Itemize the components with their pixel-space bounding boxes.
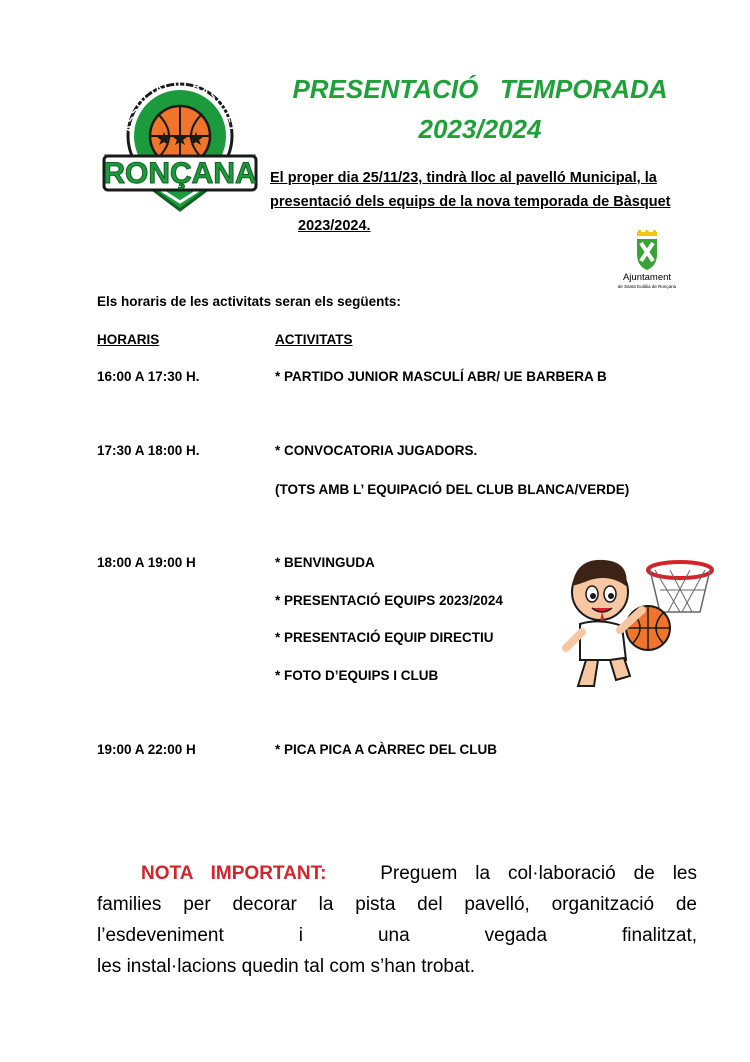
schedule-activity: (TOTS AMB L’ EQUIPACIÓ DEL CLUB BLANCA/VERDE) xyxy=(275,482,630,497)
schedule-activity: * CONVOCATORIA JUGADORS. xyxy=(275,443,478,458)
schedule-time: 16:00 A 17:30 H. xyxy=(97,369,200,384)
column-header-activities: ACTIVITATS xyxy=(275,332,353,347)
note-line-4: les instal·lacions quedin tal com s’han trobat. xyxy=(97,956,476,977)
note-line-3: l’esdeveniment i una vegada finalitzat, xyxy=(97,925,697,946)
title-line-2: 2023/2024 xyxy=(418,114,542,144)
ajuntament-subtitle: de Santa Eulàlia de Ronçana xyxy=(617,284,677,289)
title-line-1: PRESENTACIÓ TEMPORADA xyxy=(292,74,668,104)
basketball-player-illustration xyxy=(560,540,720,690)
club-logo xyxy=(100,78,260,218)
schedule-activity: * PRESENTACIÓ EQUIPS 2023/2024 xyxy=(275,593,503,608)
schedule-intro: Els horaris de les activitats seran els següents: xyxy=(97,294,401,309)
column-header-hours: HORARIS xyxy=(97,332,160,347)
ajuntament-name: Ajuntament xyxy=(622,272,672,283)
schedule-time: 19:00 A 22:00 H xyxy=(97,742,196,757)
important-note xyxy=(97,858,697,982)
note-label: NOTA IMPORTANT: xyxy=(141,863,327,884)
intro-line-2: presentació dels equips de la nova temporada de Bàsquet xyxy=(270,194,671,210)
logo-name: RONÇANA xyxy=(103,157,257,190)
note-line-1: Preguem la col·laboració de les xyxy=(380,863,697,884)
schedule-activity: * PRESENTACIÓ EQUIP DIRECTIU xyxy=(275,630,494,645)
schedule-activity: * BENVINGUDA xyxy=(275,555,375,570)
intro-line-1: El proper dia 25/11/23, tindrà lloc al pavelló Municipal, la xyxy=(270,170,657,186)
schedule-activity: * PARTIDO JUNIOR MASCULÍ ABR/ UE BARBERA B xyxy=(275,369,607,384)
schedule-time: 18:00 A 19:00 H xyxy=(97,555,196,570)
note-line-2: families per decorar la pista del pavelló, organització de xyxy=(97,894,697,915)
schedule-activity: * PICA PICA A CÀRREC DEL CLUB xyxy=(275,742,498,757)
schedule-activity: * FOTO D’EQUIPS I CLUB xyxy=(275,668,439,683)
schedule-time: 17:30 A 18:00 H. xyxy=(97,443,200,458)
logo-arc-text: ASSOCIACIÓ BÀSQUET xyxy=(122,78,237,134)
intro-line-3: 2023/2024. xyxy=(298,218,371,234)
